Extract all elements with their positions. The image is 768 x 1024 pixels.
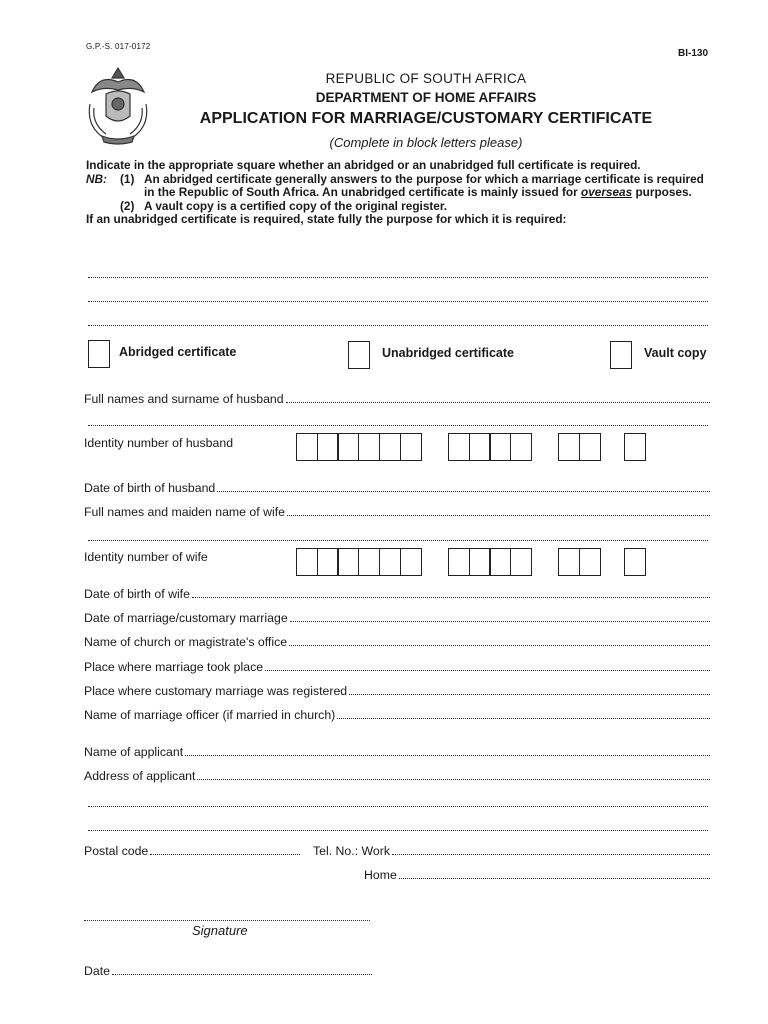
abridged-checkbox[interactable] <box>88 340 110 368</box>
signature-line[interactable] <box>84 920 370 921</box>
husband-id-boxes-4[interactable] <box>624 433 645 461</box>
husband-names-field[interactable] <box>84 392 710 406</box>
customary-place-label: Place where customary marriage was registered <box>84 684 348 698</box>
husband-dob-label: Date of birth of husband <box>84 481 216 495</box>
marriage-date-label: Date of marriage/customary marriage <box>84 611 288 625</box>
place-label: Place where marriage took place <box>84 660 264 674</box>
gps-code: G.P.-S. 017-0172 <box>86 42 151 51</box>
officer-field[interactable] <box>84 708 710 722</box>
husband-id-boxes[interactable] <box>296 433 420 461</box>
date-label: Date <box>84 964 110 978</box>
purpose-line-1[interactable] <box>88 277 708 278</box>
wife-id-label-row <box>84 550 208 564</box>
husband-id-boxes-2[interactable] <box>448 433 531 461</box>
church-field[interactable] <box>84 635 710 649</box>
wife-dob-field[interactable] <box>84 587 710 601</box>
wife-id-boxes-3[interactable] <box>558 548 599 576</box>
applicant-address-field[interactable] <box>84 769 710 783</box>
husband-id-label-row <box>84 436 233 450</box>
form-code: BI-130 <box>678 48 709 59</box>
marriage-date-field[interactable] <box>84 611 710 625</box>
wife-names-label: Full names and maiden name of wife <box>84 505 285 519</box>
date-field[interactable] <box>84 964 372 978</box>
wife-dob-label: Date of birth of wife <box>84 587 190 601</box>
applicant-address-label: Address of applicant <box>84 769 196 783</box>
postal-code-field[interactable] <box>84 844 300 858</box>
republic-heading: REPUBLIC OF SOUTH AFRICA <box>325 71 527 86</box>
unabridged-label: Unabridged certificate <box>382 346 514 360</box>
church-label: Name of church or magistrate's office <box>84 635 288 649</box>
wife-id-boxes[interactable] <box>296 548 420 576</box>
nb1-text: An abridged certificate generally answers to the purpose for which a marriage certificate is required in the Republic of South Africa. An unabridged certificate is mainly issued for overseas purposes. <box>144 171 704 200</box>
vault-copy-checkbox[interactable] <box>610 341 632 369</box>
instruction-line: Indicate in the appropriate square whether an abridged or an unabridged full certificate is required. <box>86 158 641 172</box>
applicant-name-field[interactable] <box>84 745 710 759</box>
husband-id-boxes-3[interactable] <box>558 433 599 461</box>
purpose-instruction: If an unabridged certificate is required, state fully the purpose for which it is required: <box>86 212 567 227</box>
nb2-text: A vault copy is a certified copy of the original register. <box>144 198 448 213</box>
nb-label: NB: <box>86 171 107 186</box>
wife-names-line-2[interactable] <box>88 540 708 541</box>
overseas-emphasis: overseas <box>581 185 633 200</box>
wife-id-boxes-2[interactable] <box>448 548 531 576</box>
abridged-label: Abridged certificate <box>119 345 237 359</box>
vault-copy-label: Vault copy <box>644 346 707 360</box>
unabridged-checkbox[interactable] <box>348 341 370 369</box>
instructions-block <box>86 159 712 227</box>
form-subtitle: (Complete in block letters please) <box>329 135 523 150</box>
tel-home-field[interactable] <box>364 868 710 882</box>
wife-id-boxes-4[interactable] <box>624 548 645 576</box>
wife-names-field[interactable] <box>84 505 710 519</box>
purpose-line-3[interactable] <box>88 325 708 326</box>
department-heading: DEPARTMENT OF HOME AFFAIRS <box>315 90 537 105</box>
tel-work-field[interactable] <box>313 844 710 858</box>
tel-work-label: Tel. No.: Work <box>313 844 390 858</box>
tel-home-label: Home <box>364 868 397 882</box>
wife-id-label: Identity number of wife <box>84 550 208 564</box>
postal-code-label: Postal code <box>84 844 149 858</box>
husband-names-input[interactable] <box>286 402 710 403</box>
applicant-name-label: Name of applicant <box>84 745 184 759</box>
address-line-2[interactable] <box>88 806 708 807</box>
officer-label: Name of marriage officer (if married in church) <box>84 708 336 722</box>
husband-names-line-2[interactable] <box>88 425 708 426</box>
address-line-3[interactable] <box>88 830 708 831</box>
husband-names-label: Full names and surname of husband <box>84 392 284 406</box>
husband-id-label: Identity number of husband <box>84 436 234 450</box>
customary-place-field[interactable] <box>84 684 710 698</box>
husband-dob-field[interactable] <box>84 481 710 495</box>
nb1-number: (1) <box>120 171 135 186</box>
form-title: APPLICATION FOR MARRIAGE/CUSTOMARY CERTIFICATE <box>199 110 653 127</box>
purpose-line-2[interactable] <box>88 301 708 302</box>
signature-label: Signature <box>192 923 248 938</box>
nb2-number: (2) <box>120 198 135 213</box>
place-field[interactable] <box>84 660 710 674</box>
